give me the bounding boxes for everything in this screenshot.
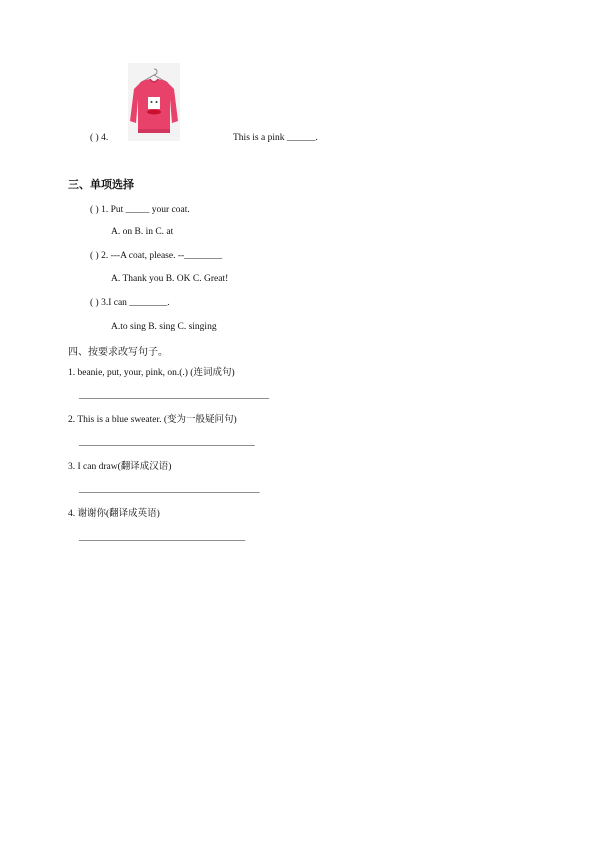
mc-options-3: A.to sing B. sing C. singing xyxy=(111,322,217,332)
question-4-number: ( ) 4. xyxy=(90,133,109,143)
rewrite-question-1: 1. beanie, put, your, pink, on.(.) (连词成句) xyxy=(68,368,235,378)
rewrite-question-3: 3. I can draw(翻译成汉语) xyxy=(68,462,172,472)
sweater-image xyxy=(128,63,180,141)
answer-line-2[interactable]: _____________________________________ xyxy=(79,438,255,448)
rewrite-question-2: 2. This is a blue sweater. (变为一般疑问句) xyxy=(68,415,237,425)
answer-line-3[interactable]: ______________________________________ xyxy=(79,485,260,495)
mc-question-2: ( ) 2. ---A coat, please. --________ xyxy=(90,251,223,261)
section-4-title: 四、按要求改写句子。 xyxy=(68,347,168,358)
mc-options-1: A. on B. in C. at xyxy=(111,227,174,237)
mc-question-1: ( ) 1. Put _____ your coat. xyxy=(90,205,190,215)
question-4-sentence: This is a pink ______. xyxy=(233,133,318,143)
rewrite-question-4: 4. 谢谢你(翻译成英语) xyxy=(68,509,160,519)
mc-question-3: ( ) 3.I can ________. xyxy=(90,298,170,308)
mc-options-2: A. Thank you B. OK C. Great! xyxy=(111,274,229,284)
answer-line-1[interactable]: ________________________________________ xyxy=(79,391,269,401)
answer-line-4[interactable]: ___________________________________ xyxy=(79,533,246,543)
section-3-title: 三、单项选择 xyxy=(68,178,134,191)
